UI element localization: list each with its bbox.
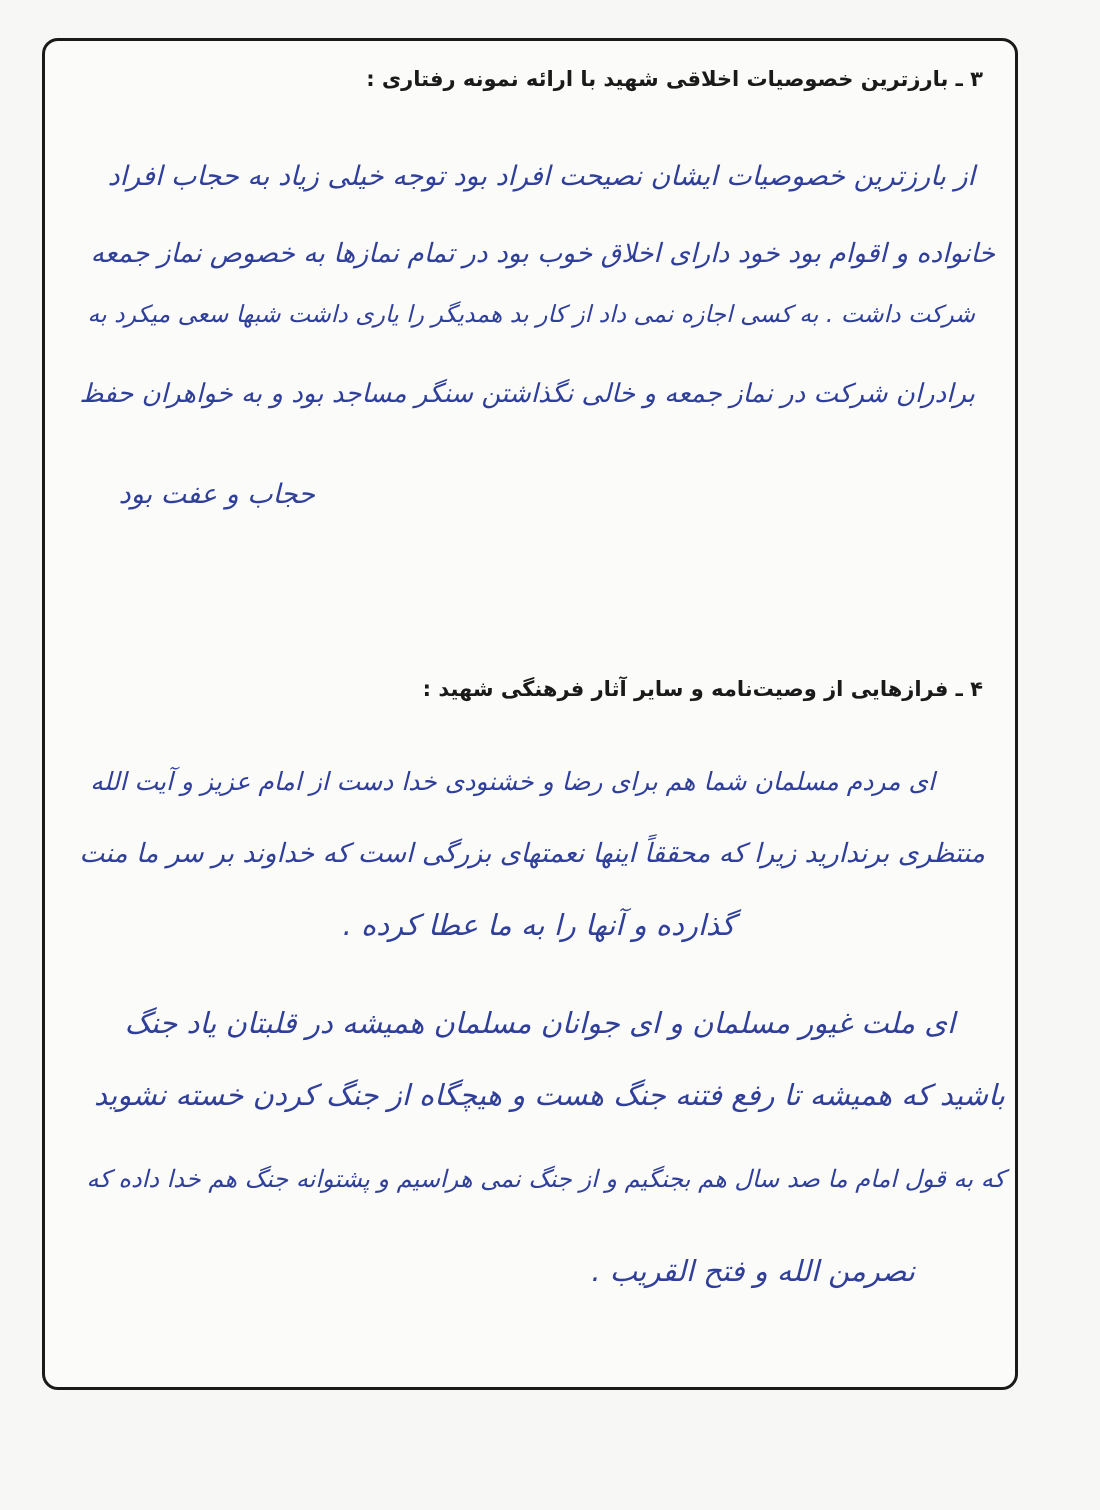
handwritten-line: ای ملت غیور مسلمان و ای جوانان مسلمان همیشه در قلبتان یاد جنگ — [124, 1006, 955, 1040]
handwritten-line: باشید که همیشه تا رفع فتنه جنگ هست و هیچگاه از جنگ کردن خسته نشوید — [93, 1078, 1005, 1112]
handwritten-line: از بارزترین خصوصیات ایشان نصیحت افراد بود توجه خیلی زیاد به حجاب افراد — [107, 161, 975, 192]
handwritten-line: که به قول امام ما صد سال هم بجنگیم و از جنگ نمی هراسیم و پشتوانه جنگ هم خدا داده که — [86, 1165, 1005, 1193]
section-4-heading: ۴ ـ فرازهایی از وصیت‌نامه و سایر آثار فرهنگی شهید : — [422, 677, 983, 701]
handwritten-line: برادران شرکت در نماز جمعه و خالی نگذاشتن سنگر مساجد بود و به خواهران حفظ — [79, 379, 975, 409]
handwritten-line: گذارده و آنها را به ما عطا کرده . — [342, 908, 735, 942]
handwritten-line: نصرمن الله و فتح القریب . — [591, 1254, 915, 1288]
handwritten-line: منتظری برندارید زیرا که محققاً اینها نعمتهای بزرگی است که خداوند بر سر ما منت — [79, 838, 985, 869]
handwritten-line: ای مردم مسلمان شما هم برای رضا و خشنودی خدا دست از امام عزیز و آیت الله — [90, 767, 935, 796]
handwritten-line: حجاب و عفت بود — [118, 479, 315, 510]
handwritten-line: شرکت داشت . به کسی اجازه نمی داد از کار بد همدیگر را یاری داشت شبها سعی میکرد به — [87, 300, 975, 328]
section-3-heading: ۳ ـ بارزترین خصوصیات اخلاقی شهید با ارائه نمونه رفتاری : — [366, 67, 983, 91]
page-border — [42, 38, 1018, 1390]
handwritten-line: خانواده و اقوام بود خود دارای اخلاق خوب بود در تمام نمازها به خصوص نماز جمعه — [90, 238, 995, 269]
